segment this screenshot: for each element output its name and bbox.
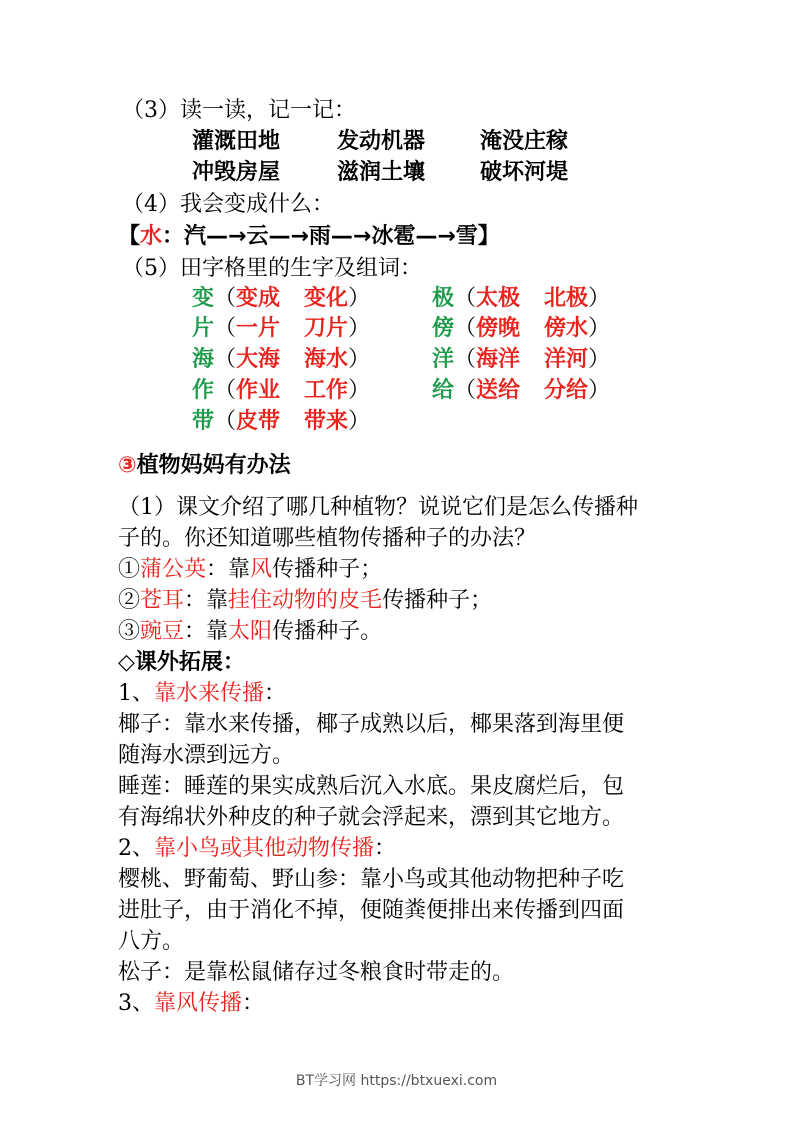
s5-char-row bbox=[192, 407, 370, 437]
paren: ） bbox=[588, 286, 611, 311]
answer-num: ② bbox=[118, 588, 141, 613]
paren: ） bbox=[348, 347, 371, 372]
ext-num: 1、 bbox=[118, 681, 154, 706]
ext-colon: ： bbox=[374, 836, 397, 861]
s5-word: 带来 bbox=[304, 409, 349, 434]
s5-char-row bbox=[192, 376, 370, 406]
ext-way-title: 靠水来传播 bbox=[154, 681, 265, 706]
paren: （ bbox=[214, 409, 237, 434]
ext-paragraph-line: 八方。 bbox=[118, 929, 185, 954]
answer-line bbox=[118, 555, 382, 585]
answer-text: ：靠 bbox=[184, 619, 229, 644]
s5-word: 皮带 bbox=[236, 409, 281, 434]
s5-word: 太极 bbox=[476, 286, 521, 311]
paren: （ bbox=[214, 347, 237, 372]
ext-colon: ： bbox=[264, 681, 287, 706]
s5-char-row bbox=[192, 284, 370, 314]
lesson-title-text: 植物妈妈有办法 bbox=[136, 453, 291, 478]
paren: （ bbox=[454, 347, 477, 372]
answer-num: ③ bbox=[118, 619, 141, 644]
answer-text: 传播种子； bbox=[382, 588, 493, 613]
ext-num: 3、 bbox=[118, 991, 154, 1016]
paren: ） bbox=[348, 378, 371, 403]
q1-line: 子的。你还知道哪些植物传播种子的办法？ bbox=[118, 526, 537, 551]
answer-key: 太阳 bbox=[228, 619, 273, 644]
s5-char: 傍 bbox=[432, 316, 455, 341]
paren: （ bbox=[214, 286, 237, 311]
s5-char-row bbox=[192, 314, 370, 344]
ext-paragraph-line: 随海水漂到远方。 bbox=[118, 743, 295, 768]
answer-plant: 蒲公英 bbox=[140, 557, 207, 582]
paren: ） bbox=[588, 316, 611, 341]
s5-char: 极 bbox=[432, 286, 455, 311]
s3-word: 发动机器 bbox=[337, 129, 426, 154]
s5-word: 北极 bbox=[544, 286, 589, 311]
s5-word: 刀片 bbox=[304, 316, 349, 341]
s5-char: 洋 bbox=[432, 347, 455, 372]
s5-char: 变 bbox=[192, 286, 215, 311]
s5-word: 送给 bbox=[476, 378, 521, 403]
answer-key: 风 bbox=[250, 557, 273, 582]
answer-num: ① bbox=[118, 557, 141, 582]
s4-chain-text: ：汽—→云—→雨—→冰雹—→雪】 bbox=[162, 224, 500, 249]
s5-word: 分给 bbox=[544, 378, 589, 403]
paren: （ bbox=[454, 286, 477, 311]
s4-chain bbox=[118, 222, 500, 252]
s3-word: 灌溉田地 bbox=[192, 129, 281, 154]
footer-watermark: BT学习网 https://btxuexi.com bbox=[295, 1073, 498, 1089]
s3-word: 破坏河堤 bbox=[480, 160, 569, 185]
s5-char-row bbox=[432, 284, 610, 314]
s5-heading: （5）田字格里的生字及组词： bbox=[122, 256, 422, 281]
ext-way-title: 靠风传播 bbox=[154, 991, 243, 1016]
answer-plant: 苍耳 bbox=[140, 588, 185, 613]
s5-word: 傍晚 bbox=[476, 316, 521, 341]
ext-way-title: 靠小鸟或其他动物传播 bbox=[154, 836, 375, 861]
s5-char: 海 bbox=[192, 347, 215, 372]
s5-word: 变化 bbox=[304, 286, 349, 311]
lesson-number: ③ bbox=[118, 453, 137, 478]
ext-paragraph-line: 椰子：靠水来传播，椰子成熟以后，椰果落到海里便 bbox=[118, 712, 625, 737]
s5-char-row bbox=[432, 345, 610, 375]
paren: （ bbox=[454, 316, 477, 341]
ext-way-2 bbox=[118, 834, 396, 864]
s5-word: 一片 bbox=[236, 316, 281, 341]
answer-text: 传播种子； bbox=[272, 557, 383, 582]
s3-word: 滋润土壤 bbox=[337, 160, 426, 185]
paren: ） bbox=[588, 347, 611, 372]
s3-heading: （3）读一读，记一记： bbox=[122, 98, 356, 123]
answer-line bbox=[118, 586, 492, 616]
lesson-title bbox=[118, 451, 291, 481]
ext-way-1 bbox=[118, 679, 286, 709]
answer-key: 挂住动物的皮毛 bbox=[228, 588, 383, 613]
ext-paragraph-line: 进肚子，由于消化不掉，便随粪便排出来传播到四面 bbox=[118, 898, 625, 923]
q1-line: （1）课文介绍了哪几种植物？说说它们是怎么传播种 bbox=[118, 495, 638, 520]
s5-word: 工作 bbox=[304, 378, 349, 403]
s3-word: 冲毁房屋 bbox=[192, 160, 281, 185]
paren: （ bbox=[454, 378, 477, 403]
s5-char: 带 bbox=[192, 409, 215, 434]
s5-word: 变成 bbox=[236, 286, 281, 311]
ext-paragraph-line: 松子：是靠松鼠储存过冬粮食时带走的。 bbox=[118, 960, 515, 985]
s5-word: 大海 bbox=[236, 347, 281, 372]
s5-char-row bbox=[432, 376, 610, 406]
paren: ） bbox=[348, 316, 371, 341]
s5-word: 傍水 bbox=[544, 316, 589, 341]
paren: ） bbox=[348, 409, 371, 434]
ext-num: 2、 bbox=[118, 836, 154, 861]
answer-line bbox=[118, 617, 382, 647]
answer-text: ：靠 bbox=[184, 588, 229, 613]
s4-bracket: 【 bbox=[118, 224, 141, 249]
answer-text: ：靠 bbox=[206, 557, 251, 582]
answer-plant: 豌豆 bbox=[140, 619, 185, 644]
ext-paragraph-line: 樱桃、野葡萄、野山参：靠小鸟或其他动物把种子吃 bbox=[118, 867, 625, 892]
s5-char-row bbox=[192, 345, 370, 375]
ext-way-3 bbox=[118, 989, 264, 1019]
paren: （ bbox=[214, 316, 237, 341]
paren: ） bbox=[348, 286, 371, 311]
s5-word: 海洋 bbox=[476, 347, 521, 372]
s5-char-row bbox=[432, 314, 610, 344]
ext-paragraph-line: 有海绵状外种皮的种子就会浮起来，漂到其它地方。 bbox=[118, 805, 625, 830]
s4-heading: （4）我会变成什么： bbox=[122, 192, 334, 217]
s4-water: 水 bbox=[140, 224, 163, 249]
s5-word: 洋河 bbox=[544, 347, 589, 372]
answer-text: 传播种子。 bbox=[272, 619, 383, 644]
paren: （ bbox=[214, 378, 237, 403]
s5-word: 海水 bbox=[304, 347, 349, 372]
ext-colon: ： bbox=[242, 991, 265, 1016]
s5-word: 作业 bbox=[236, 378, 281, 403]
ext-paragraph-line: 睡莲：睡莲的果实成熟后沉入水底。果皮腐烂后，包 bbox=[118, 774, 625, 799]
s5-char: 给 bbox=[432, 378, 455, 403]
paren: ） bbox=[588, 378, 611, 403]
s3-word: 淹没庄稼 bbox=[480, 129, 569, 154]
s5-char: 片 bbox=[192, 316, 215, 341]
ext-heading: ◇课外拓展： bbox=[118, 650, 245, 675]
s5-char: 作 bbox=[192, 378, 215, 403]
